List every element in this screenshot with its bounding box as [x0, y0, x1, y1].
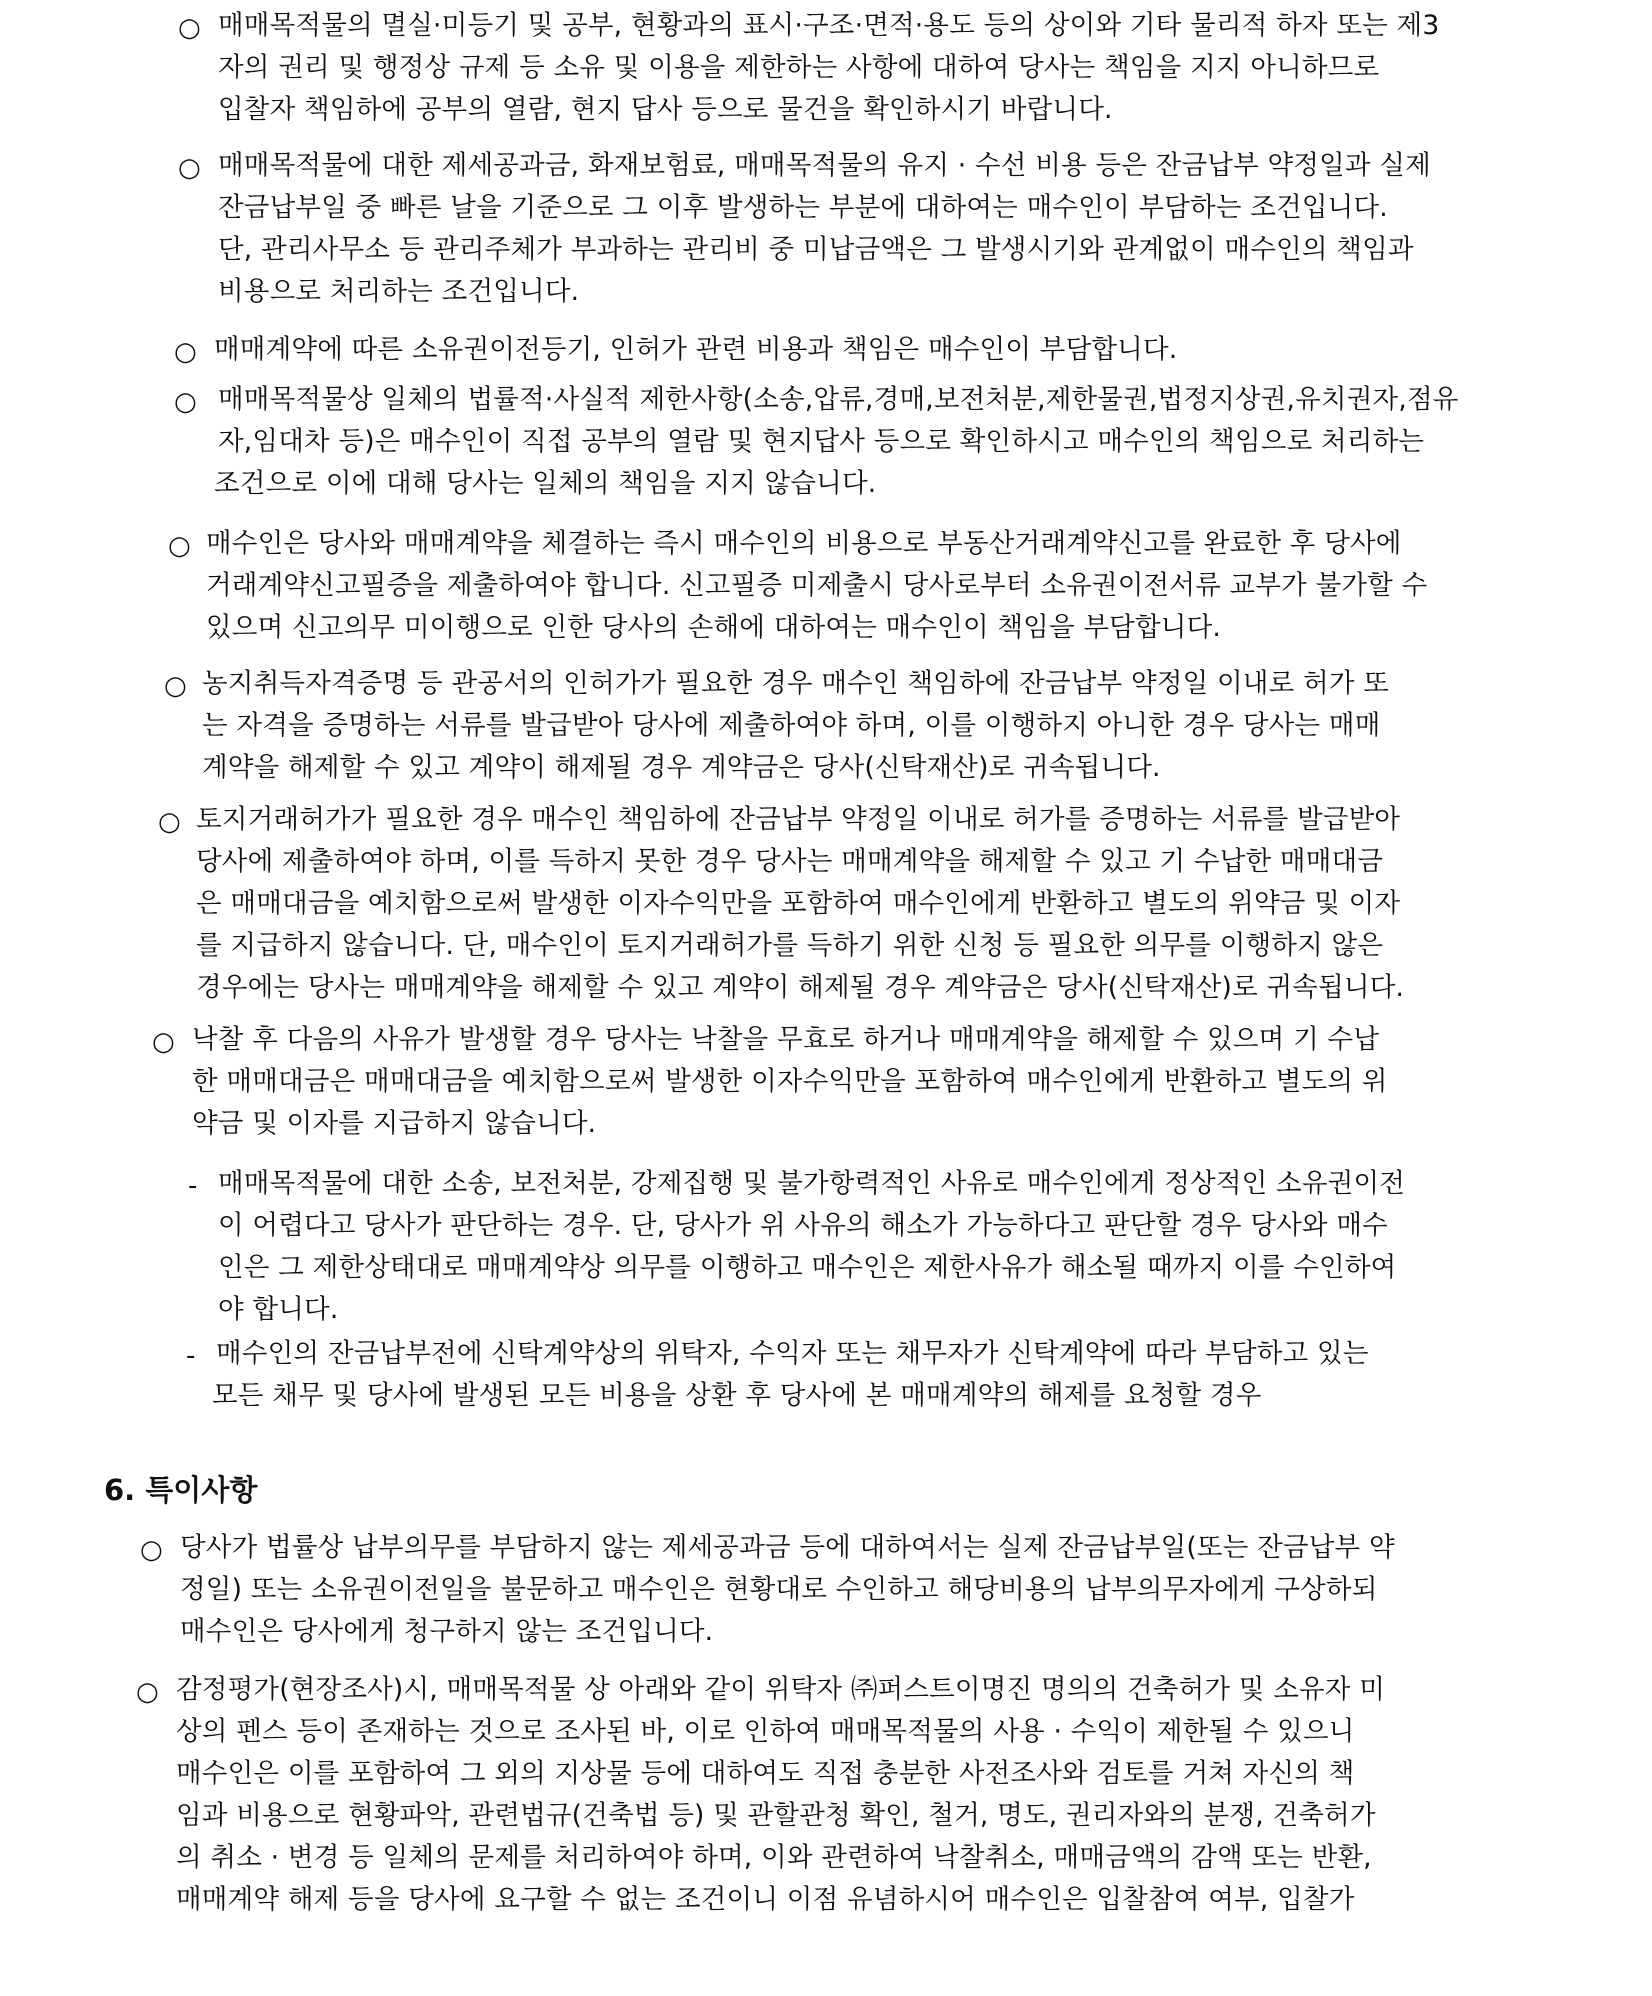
text-line: 상의 펜스 등이 존재하는 것으로 조사된 바, 이로 인하여 매매목적물의 사용 · 수익이 제한될 수 있으니	[176, 1716, 1355, 1747]
text-line: 비용으로 처리하는 조건입니다.	[218, 276, 580, 307]
bullet-marker: ○	[178, 13, 201, 43]
text-line: 매수인은 당사에게 청구하지 않는 조건입니다.	[180, 1616, 714, 1647]
text-line: 임과 비용으로 현황파악, 관련법규(건축법 등) 및 관할관청 확인, 철거, 명도, 권리자와의 분쟁, 건축허가	[176, 1800, 1376, 1831]
bullet-marker: ○	[158, 807, 181, 837]
text-line: 경우에는 당사는 매매계약을 해제할 수 있고 계약이 해제될 경우 계약금은 당사(신탁재산)로 귀속됩니다.	[196, 972, 1405, 1003]
text-line: 매매계약에 따른 소유권이전등기, 인허가 관련 비용과 책임은 매수인이 부담합니다.	[214, 334, 1178, 365]
text-line: 당사에 제출하여야 하며, 이를 득하지 못한 경우 당사는 매매계약을 해제할 수 있고 기 수납한 매매대금	[196, 846, 1384, 877]
text-line: 토지거래허가가 필요한 경우 매수인 책임하에 잔금납부 약정일 이내로 허가를 증명하는 서류를 발급받아	[196, 804, 1401, 835]
text-line: 매수인의 잔금납부전에 신탁계약상의 위탁자, 수익자 또는 채무자가 신탁계약에 따라 부담하고 있는	[216, 1338, 1369, 1369]
bullet-marker: ○	[168, 531, 191, 561]
text-line: 거래계약신고필증을 제출하여야 합니다. 신고필증 미제출시 당사로부터 소유권이전서류 교부가 불가할 수	[206, 570, 1428, 601]
bullet-marker: ○	[178, 153, 201, 183]
text-line: 은 매매대금을 예치함으로써 발생한 이자수익만을 포함하여 매수인에게 반환하고 별도의 위약금 및 이자	[196, 888, 1401, 919]
text-line: 매매목적물에 대한 소송, 보전처분, 강제집행 및 불가항력적인 사유로 매수인에게 정상적인 소유권이전	[218, 1168, 1406, 1199]
text-line: 이 어렵다고 당사가 판단하는 경우. 단, 당사가 위 사유의 해소가 가능하다고 판단할 경우 당사와 매수	[218, 1210, 1388, 1241]
text-line: 조건으로 이에 대해 당사는 일체의 책임을 지지 않습니다.	[214, 468, 877, 499]
text-line: 당사가 법률상 납부의무를 부담하지 않는 제세공과금 등에 대하여서는 실제 잔금납부일(또는 잔금납부 약	[180, 1532, 1395, 1563]
text-line: 매매목적물의 멸실·미등기 및 공부, 현황과의 표시·구조·면적·용도 등의 상이와 기타 물리적 하자 또는 제3	[218, 10, 1440, 41]
text-line: 농지취득자격증명 등 관공서의 인허가가 필요한 경우 매수인 책임하에 잔금납부 약정일 이내로 허가 또	[202, 668, 1390, 699]
text-line: 의 취소 · 변경 등 일체의 문제를 처리하여야 하며, 이와 관련하여 낙찰취소, 매매금액의 감액 또는 반환,	[176, 1842, 1372, 1873]
bullet-marker: ○	[140, 1535, 163, 1565]
bullet-marker: ○	[164, 671, 187, 701]
text-line: 인은 그 제한상태대로 매매계약상 의무를 이행하고 매수인은 제한사유가 해소될 때까지 이를 수인하여	[218, 1252, 1397, 1283]
text-line: 있으며 신고의무 미이행으로 인한 당사의 손해에 대하여는 매수인이 책임을 부담합니다.	[206, 612, 1221, 643]
text-line: 정일) 또는 소유권이전일을 불문하고 매수인은 현황대로 수인하고 해당비용의 납부의무자에게 구상하되	[180, 1574, 1378, 1605]
text-line: 잔금납부일 중 빠른 날을 기준으로 그 이후 발생하는 부분에 대하여는 매수인이 부담하는 조건입니다.	[218, 192, 1388, 223]
text-line: 야 합니다.	[218, 1294, 339, 1325]
text-line: 감정평가(현장조사)시, 매매목적물 상 아래와 같이 위탁자 ㈜퍼스트이명진 명의의 건축허가 및 소유자 미	[176, 1674, 1386, 1705]
dash-marker: -	[188, 1171, 198, 1201]
text-line: 는 자격을 증명하는 서류를 발급받아 당사에 제출하여야 하며, 이를 이행하지 아니한 경우 당사는 매매	[202, 710, 1381, 741]
text-line: 한 매매대금은 매매대금을 예치함으로써 발생한 이자수익만을 포함하여 매수인에게 반환하고 별도의 위	[192, 1066, 1388, 1097]
bullet-marker: ○	[174, 387, 197, 417]
text-line: 단, 관리사무소 등 관리주체가 부과하는 관리비 중 미납금액은 그 발생시기와 관계없이 매수인의 책임과	[218, 234, 1414, 265]
bullet-marker: ○	[136, 1677, 159, 1707]
text-line: 자의 권리 및 행정상 규제 등 소유 및 이용을 제한하는 사항에 대하여 당사는 책임을 지지 아니하므로	[218, 52, 1380, 83]
text-line: 매수인은 당사와 매매계약을 체결하는 즉시 매수인의 비용으로 부동산거래계약신고를 완료한 후 당사에	[206, 528, 1402, 559]
text-line: 입찰자 책임하에 공부의 열람, 현지 답사 등으로 물건을 확인하시기 바랍니다.	[218, 94, 1113, 125]
text-line: 낙찰 후 다음의 사유가 발생할 경우 당사는 낙찰을 무효로 하거나 매매계약을 해제할 수 있으며 기 수납	[192, 1024, 1380, 1055]
text-line: 계약을 해제할 수 있고 계약이 해제될 경우 계약금은 당사(신탁재산)로 귀속됩니다.	[202, 752, 1161, 783]
text-line: 매매계약 해제 등을 당사에 요구할 수 없는 조건이니 이점 유념하시어 매수인은 입찰참여 여부, 입찰가	[176, 1884, 1355, 1915]
bullet-marker: ○	[174, 337, 197, 367]
text-line: 약금 및 이자를 지급하지 않습니다.	[192, 1108, 597, 1139]
text-line: 매매목적물에 대한 제세공과금, 화재보험료, 매매목적물의 유지 · 수선 비용 등은 잔금납부 약정일과 실제	[218, 150, 1431, 181]
text-line: 매수인은 이를 포함하여 그 외의 지상물 등에 대하여도 직접 충분한 사전조사와 검토를 거쳐 자신의 책	[176, 1758, 1355, 1789]
bullet-marker: ○	[152, 1027, 175, 1057]
section-heading: 6. 특이사항	[104, 1473, 258, 1507]
text-line: 모든 채무 및 당사에 발생된 모든 비용을 상환 후 당사에 본 매매계약의 해제를 요청할 경우	[212, 1380, 1262, 1411]
text-line: 자,임대차 등)은 매수인이 직접 공부의 열람 및 현지답사 등으로 확인하시고 매수인의 책임으로 처리하는	[218, 426, 1425, 457]
dash-marker: -	[186, 1341, 196, 1371]
text-line: 를 지급하지 않습니다. 단, 매수인이 토지거래허가를 득하기 위한 신청 등 필요한 의무를 이행하지 않은	[196, 930, 1384, 961]
text-line: 매매목적물상 일체의 법률적·사실적 제한사항(소송,압류,경매,보전처분,제한물권,법정지상권,유치권자,점유	[218, 384, 1459, 415]
